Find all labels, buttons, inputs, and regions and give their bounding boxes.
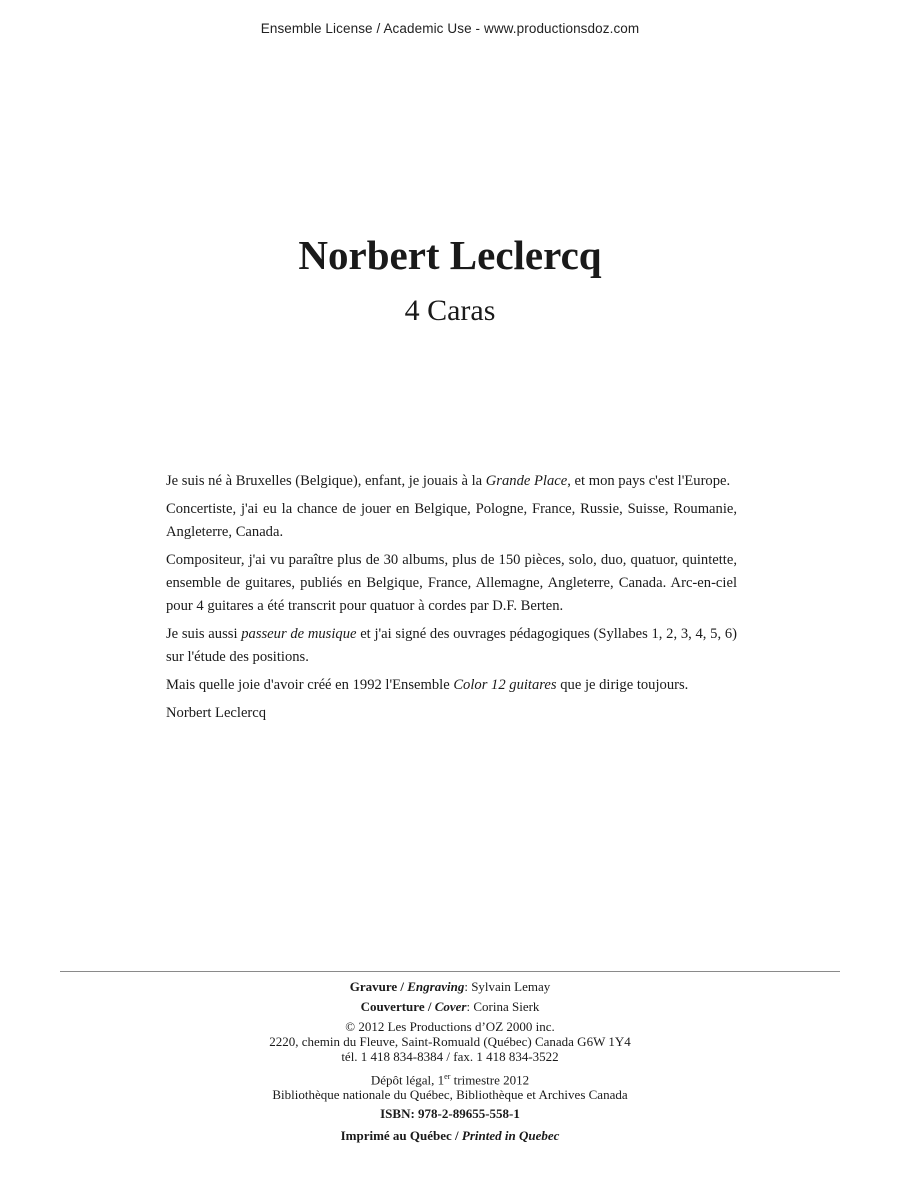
bio-text: , et mon pays c'est l'Europe. [567,473,731,489]
engraving-label-fr: Gravure / [349,979,408,994]
printed-en: Printed in Quebec [461,1128,560,1144]
phone-fax: tél. 1 418 834-8384 / fax. 1 418 834-3522 [341,1049,559,1064]
cover-credit [0,999,900,1014]
colophon [0,979,900,1143]
bio-text: Je suis aussi [166,626,242,642]
cover-value: : Corina Sierk [466,999,540,1014]
bio-paragraph-3: Compositeur, j'ai vu paraître plus de 30 albums, plus de 150 pièces, solo, duo, quatuor, quintette, ensemble de guitares, publiés en Belgique, France, Allemagne, Angleterre, Canada. Arc-en-ciel pour 4 guitares a été transcrit pour quatuor à cordes par D.F. Berten. [166,552,737,614]
bio-text: Mais quelle joie d'avoir créé en 1992 l'Ensemble [166,677,454,693]
footer-divider [60,971,840,972]
bio-text: Je suis né à Bruxelles (Belgique), enfant, je jouais à la [166,473,486,489]
bio-text: et j'ai signé des ouvrages pédagogiques (Syllabes 1, 2, 3, 4, 5, 6) sur l'étude des positions. [166,626,737,665]
legal-ordinal: er [444,1072,451,1081]
copyright: © 2012 Les Productions d’OZ 2000 inc. [345,1019,555,1034]
cover-label-fr: Couverture / [360,999,435,1014]
bio-paragraph-4 [166,623,737,669]
bio-text: que je dirige toujours. [556,677,689,693]
legal-deposit [0,1069,900,1087]
library-archives: Bibliothèque nationale du Québec, Bibliothèque et Archives Canada [272,1087,628,1103]
license-header: Ensemble License / Academic Use - www.productionsdoz.com [260,21,640,36]
bio-paragraph-5 [166,674,737,697]
isbn: ISBN: 978-2-89655-558-1 [380,1106,520,1122]
engraving-label-en: Engraving [407,979,465,994]
engraving-credit [0,979,900,994]
legal-text: Dépôt légal, 1 [370,1072,445,1088]
biography [166,470,737,730]
bio-paragraph-2: Concertiste, j'ai eu la chance de jouer en Belgique, Pologne, France, Russie, Suisse, Roumanie, Angleterre, Canada. [166,501,737,540]
work-title: 4 Caras [404,294,496,327]
address: 2220, chemin du Fleuve, Saint-Romuald (Québec) Canada G6W 1Y4 [269,1034,631,1049]
printed-fr: Imprimé au Québec / [340,1128,462,1144]
printed-in [0,1128,900,1143]
bio-emphasis: passeur de musique [241,626,357,642]
bio-signature: Norbert Leclercq [166,705,267,721]
bio-paragraph-1 [166,470,737,493]
bio-emphasis: Color 12 guitares [453,677,557,693]
legal-text: trimestre 2012 [450,1072,530,1088]
bio-emphasis: Grande Place [485,473,568,489]
cover-label-en: Cover [434,999,467,1014]
engraving-value: : Sylvain Lemay [464,979,551,994]
composer-name: Norbert Leclercq [298,232,602,278]
